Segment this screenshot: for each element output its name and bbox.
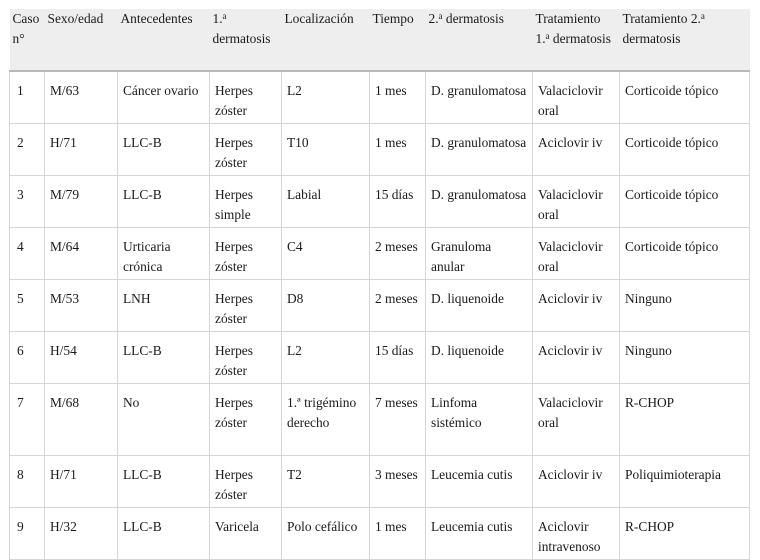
cell-tratamiento-segunda: R-CHOP bbox=[620, 384, 750, 456]
cell-caso: 1 bbox=[10, 71, 45, 124]
cell-segunda-dermatosis: D. granulomatosa bbox=[426, 71, 533, 124]
cell-primera-dermatosis: Herpes simple bbox=[210, 176, 282, 228]
cell-tratamiento-segunda: Corticoide tópico bbox=[620, 124, 750, 176]
table-row bbox=[10, 124, 750, 176]
cell-segunda-dermatosis: Granuloma anular bbox=[426, 228, 533, 280]
cell-primera-dermatosis: Herpes zóster bbox=[210, 456, 282, 508]
table-row bbox=[10, 176, 750, 228]
cell-sexo-edad: M/79 bbox=[45, 176, 118, 228]
cell-localizacion: Labial bbox=[282, 176, 370, 228]
cell-antecedentes: LLC-B bbox=[118, 332, 210, 384]
cell-localizacion: C4 bbox=[282, 228, 370, 280]
cell-caso: 2 bbox=[10, 124, 45, 176]
cell-sexo-edad: H/71 bbox=[45, 456, 118, 508]
header-caso: Caso n° bbox=[10, 9, 45, 71]
cell-localizacion: T10 bbox=[282, 124, 370, 176]
cell-caso: 9 bbox=[10, 508, 45, 560]
cell-segunda-dermatosis: D. liquenoide bbox=[426, 332, 533, 384]
cell-antecedentes: LNH bbox=[118, 280, 210, 332]
cell-sexo-edad: M/64 bbox=[45, 228, 118, 280]
header-primera-dermatosis: 1.$^a$ dermatosis bbox=[210, 9, 282, 71]
cell-caso: 5 bbox=[10, 280, 45, 332]
cell-tiempo: 1 mes bbox=[370, 71, 426, 124]
header-row bbox=[10, 9, 750, 71]
table-row bbox=[10, 456, 750, 508]
cell-tratamiento-primera: Valaciclovir oral bbox=[533, 228, 620, 280]
table-row bbox=[10, 228, 750, 280]
cell-localizacion: 1.ª trigémino derecho bbox=[282, 384, 370, 456]
cell-tratamiento-primera: Aciclovir iv bbox=[533, 456, 620, 508]
header-segunda-dermatosis: 2.$^a$ dermatosis bbox=[426, 9, 533, 71]
cell-antecedentes: LLC-B bbox=[118, 456, 210, 508]
cell-segunda-dermatosis: D. granulomatosa bbox=[426, 176, 533, 228]
cell-caso: 8 bbox=[10, 456, 45, 508]
cell-tratamiento-segunda: Ninguno bbox=[620, 280, 750, 332]
cell-segunda-dermatosis: D. granulomatosa bbox=[426, 124, 533, 176]
cell-tiempo: 3 meses bbox=[370, 456, 426, 508]
cell-primera-dermatosis: Varicela bbox=[210, 508, 282, 560]
table-container bbox=[9, 9, 749, 560]
cell-primera-dermatosis: Herpes zóster bbox=[210, 384, 282, 456]
cell-sexo-edad: M/68 bbox=[45, 384, 118, 456]
cell-tratamiento-segunda: R-CHOP bbox=[620, 508, 750, 560]
cell-localizacion: T2 bbox=[282, 456, 370, 508]
cell-tiempo: 1 mes bbox=[370, 508, 426, 560]
cell-tiempo: 15 días bbox=[370, 332, 426, 384]
cell-primera-dermatosis: Herpes zóster bbox=[210, 228, 282, 280]
cell-primera-dermatosis: Herpes zóster bbox=[210, 71, 282, 124]
cell-tratamiento-primera: Aciclovir iv bbox=[533, 280, 620, 332]
cell-segunda-dermatosis: Leucemia cutis bbox=[426, 508, 533, 560]
cell-tratamiento-segunda: Ninguno bbox=[620, 332, 750, 384]
cell-primera-dermatosis: Herpes zóster bbox=[210, 280, 282, 332]
cell-antecedentes: No bbox=[118, 384, 210, 456]
header-tratamiento-segunda: Tratamiento 2.$^a$ dermatosis bbox=[620, 9, 750, 71]
cell-tiempo: 2 meses bbox=[370, 228, 426, 280]
cell-antecedentes: LLC-B bbox=[118, 176, 210, 228]
cell-caso: 3 bbox=[10, 176, 45, 228]
table-row bbox=[10, 332, 750, 384]
cell-tratamiento-primera: Aciclovir iv bbox=[533, 124, 620, 176]
cell-sexo-edad: H/71 bbox=[45, 124, 118, 176]
cell-primera-dermatosis: Herpes zóster bbox=[210, 332, 282, 384]
cell-tratamiento-primera: Valaciclovir oral bbox=[533, 176, 620, 228]
cell-tratamiento-segunda: Corticoide tópico bbox=[620, 176, 750, 228]
cell-segunda-dermatosis: Linfoma sistémico bbox=[426, 384, 533, 456]
cell-tratamiento-primera: Valaciclovir oral bbox=[533, 384, 620, 456]
cell-tratamiento-segunda: Poliquimioterapia bbox=[620, 456, 750, 508]
header-tiempo: Tiempo bbox=[370, 9, 426, 71]
cell-antecedentes: Urticaria crónica bbox=[118, 228, 210, 280]
cell-segunda-dermatosis: D. liquenoide bbox=[426, 280, 533, 332]
cell-tiempo: 2 meses bbox=[370, 280, 426, 332]
cell-tiempo: 15 días bbox=[370, 176, 426, 228]
cell-antecedentes: LLC-B bbox=[118, 124, 210, 176]
cell-sexo-edad: M/53 bbox=[45, 280, 118, 332]
cell-antecedentes: Cáncer ovario bbox=[118, 71, 210, 124]
cell-segunda-dermatosis: Leucemia cutis bbox=[426, 456, 533, 508]
cell-tiempo: 1 mes bbox=[370, 124, 426, 176]
table-row bbox=[10, 384, 750, 456]
table-row bbox=[10, 280, 750, 332]
cell-sexo-edad: H/32 bbox=[45, 508, 118, 560]
cell-tratamiento-segunda: Corticoide tópico bbox=[620, 71, 750, 124]
header-antecedentes: Antecedentes bbox=[118, 9, 210, 71]
cell-localizacion: L2 bbox=[282, 71, 370, 124]
header-tratamiento-primera: Tratamiento 1.$^a$ dermatosis bbox=[533, 9, 620, 71]
cases-table bbox=[9, 9, 750, 560]
cell-sexo-edad: H/54 bbox=[45, 332, 118, 384]
header-localizacion: Localización bbox=[282, 9, 370, 71]
cell-localizacion: L2 bbox=[282, 332, 370, 384]
cell-localizacion: Polo cefálico bbox=[282, 508, 370, 560]
cell-caso: 7 bbox=[10, 384, 45, 456]
cell-tratamiento-primera: Aciclovir intravenoso bbox=[533, 508, 620, 560]
cell-tiempo: 7 meses bbox=[370, 384, 426, 456]
table-row bbox=[10, 71, 750, 124]
cell-caso: 6 bbox=[10, 332, 45, 384]
header-sexo-edad: Sexo/edad bbox=[45, 9, 118, 71]
cell-caso: 4 bbox=[10, 228, 45, 280]
cell-localizacion: D8 bbox=[282, 280, 370, 332]
cell-primera-dermatosis: Herpes zóster bbox=[210, 124, 282, 176]
cell-tratamiento-primera: Valaciclovir oral bbox=[533, 71, 620, 124]
cell-antecedentes: LLC-B bbox=[118, 508, 210, 560]
cell-sexo-edad: M/63 bbox=[45, 71, 118, 124]
cell-tratamiento-segunda: Corticoide tópico bbox=[620, 228, 750, 280]
cell-tratamiento-primera: Aciclovir iv bbox=[533, 332, 620, 384]
